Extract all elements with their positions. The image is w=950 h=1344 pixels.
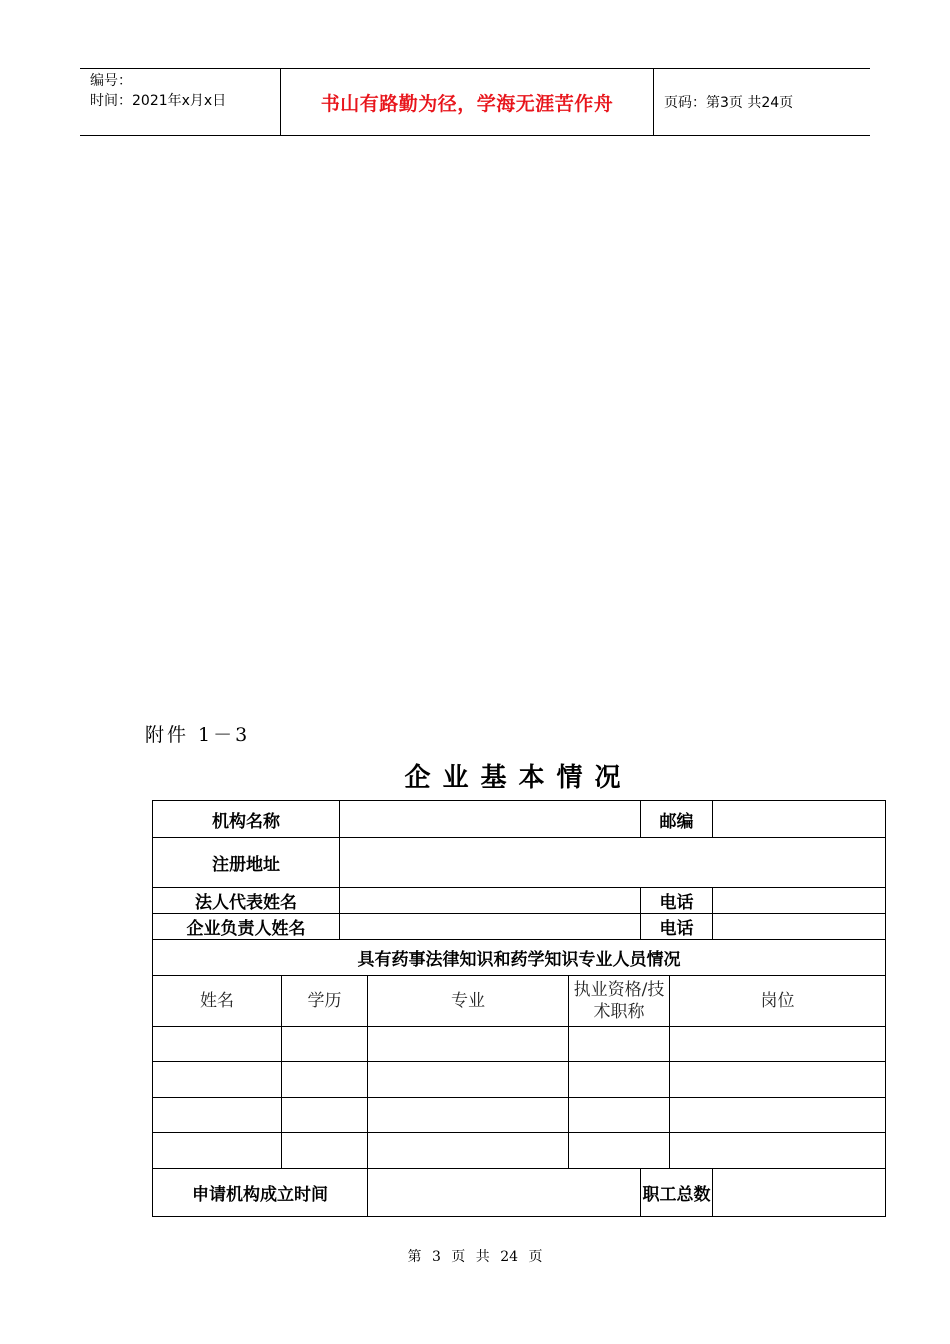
cell[interactable] <box>368 1133 569 1169</box>
total-staff-label: 职工总数 <box>641 1169 713 1217</box>
cell[interactable] <box>569 1062 670 1098</box>
table-row <box>153 1062 886 1098</box>
cell[interactable] <box>282 1098 368 1133</box>
cell[interactable] <box>569 1098 670 1133</box>
col-education: 学历 <box>282 976 368 1027</box>
cell[interactable] <box>569 1027 670 1062</box>
legal-rep-value[interactable] <box>340 888 641 914</box>
header-motto: 书山有路勤为径，学海无涯苦作舟 <box>281 69 654 135</box>
table-row <box>153 940 886 976</box>
cell[interactable] <box>670 1062 886 1098</box>
cell[interactable] <box>153 1098 282 1133</box>
table-row <box>153 801 886 838</box>
col-position: 岗位 <box>670 976 886 1027</box>
cell[interactable] <box>282 1062 368 1098</box>
cell[interactable] <box>368 1098 569 1133</box>
number-label: 编号： <box>90 73 132 89</box>
table-row <box>153 1098 886 1133</box>
legal-rep-label: 法人代表姓名 <box>153 888 340 914</box>
org-name-label: 机构名称 <box>153 801 340 838</box>
cell[interactable] <box>670 1027 886 1062</box>
phone2-value[interactable] <box>713 914 886 940</box>
reg-address-value[interactable] <box>340 838 886 888</box>
header-meta <box>80 69 281 135</box>
cell[interactable] <box>282 1027 368 1062</box>
col-name: 姓名 <box>153 976 282 1027</box>
attachment-label: 附件 1－3 <box>145 724 251 746</box>
table-row <box>153 914 886 940</box>
cell[interactable] <box>368 1027 569 1062</box>
cell[interactable] <box>282 1133 368 1169</box>
founded-time-value[interactable] <box>368 1169 641 1217</box>
enterprise-info-table <box>152 800 886 1217</box>
page-title: 企业基本情况 <box>404 763 633 793</box>
table-row <box>153 888 886 914</box>
cell[interactable] <box>153 1027 282 1062</box>
page-header <box>80 68 870 136</box>
cell[interactable] <box>670 1133 886 1169</box>
table-row <box>153 838 886 888</box>
page-footer: 第 3 页 共 24 页 <box>407 1249 543 1265</box>
section-title: 具有药事法律知识和药学知识专业人员情况 <box>153 940 886 976</box>
postcode-value[interactable] <box>713 801 886 838</box>
header-page-info: 页码：第3页 共24页 <box>664 95 794 111</box>
col-major: 专业 <box>368 976 569 1027</box>
postcode-label: 邮编 <box>641 801 713 838</box>
reg-address-label: 注册地址 <box>153 838 340 888</box>
col-qualification: 执业资格/技术职称 <box>569 976 670 1027</box>
phone1-value[interactable] <box>713 888 886 914</box>
founded-time-label: 申请机构成立时间 <box>153 1169 368 1217</box>
enterprise-head-label: 企业负责人姓名 <box>153 914 340 940</box>
cell[interactable] <box>153 1062 282 1098</box>
table-row <box>153 1027 886 1062</box>
time-label: 时间：2021年x月x日 <box>90 93 227 109</box>
table-row <box>153 1133 886 1169</box>
cell[interactable] <box>670 1098 886 1133</box>
total-staff-value[interactable] <box>713 1169 886 1217</box>
org-name-value[interactable] <box>340 801 641 838</box>
phone2-label: 电话 <box>641 914 713 940</box>
table-header-row <box>153 976 886 1027</box>
cell[interactable] <box>569 1133 670 1169</box>
cell[interactable] <box>153 1133 282 1169</box>
phone1-label: 电话 <box>641 888 713 914</box>
cell[interactable] <box>368 1062 569 1098</box>
enterprise-head-value[interactable] <box>340 914 641 940</box>
table-row <box>153 1169 886 1217</box>
